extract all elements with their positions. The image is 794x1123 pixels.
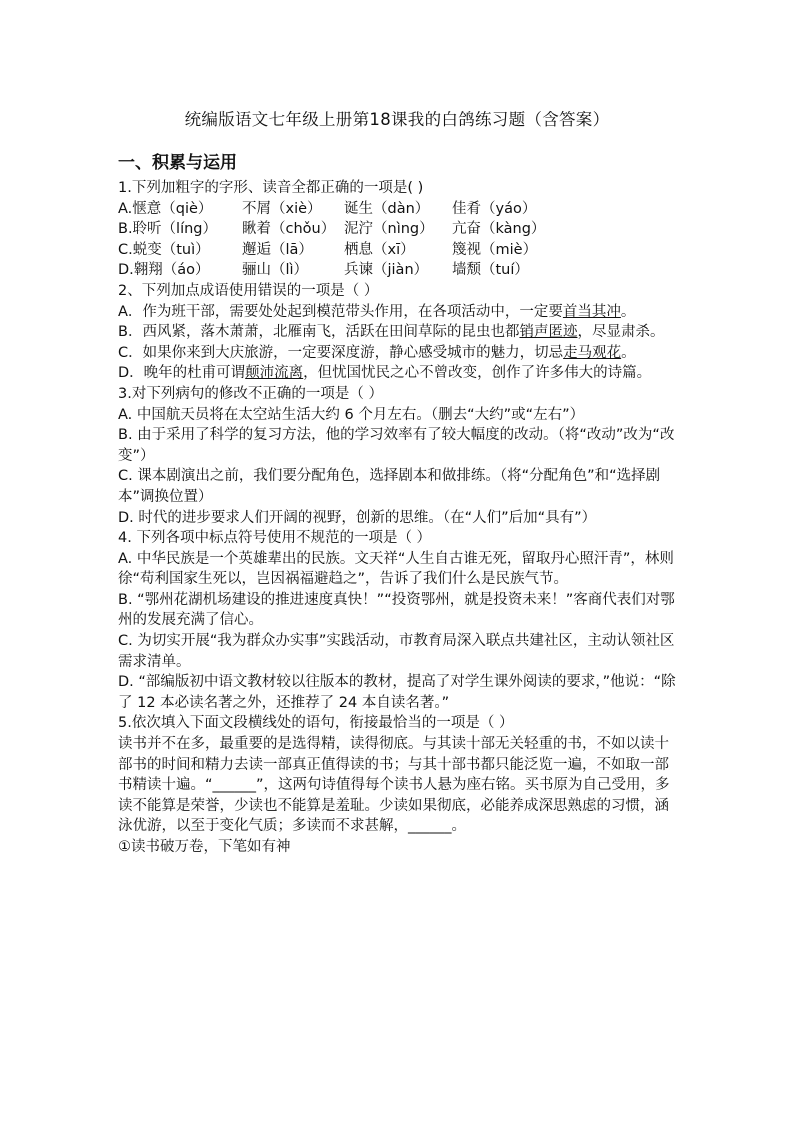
option-text: B．西风紧，落木萧萧，北雁南飞，活跃在田间草际的昆虫也都 [118, 324, 520, 341]
option-text: ，尽显肃杀。 [577, 324, 665, 341]
question-2-option-a [118, 302, 678, 323]
question-4-option-c: C. 为切实开展“我为群众办实事”实践活动，市教育局深入联点共建社区，主动认领社区需求清单。 [118, 633, 675, 670]
option-text: D．晚年的杜甫可谓 [118, 365, 246, 382]
question-2-option-b [118, 322, 678, 343]
question-1-option-d [118, 260, 678, 281]
question-4-option-d: D. “部编版初中语文教材较以往版本的教材，提高了对学生课外阅读的要求，”他说：“除了 12 本必读名著之外，还推荐了 24 本自读名著。” [118, 674, 676, 711]
question-3-option-c: C. 课本剧演出之前，我们要分配角色，选择剧本和做排练。（将“分配角色”和“选择剧本”调换位置） [118, 468, 661, 505]
option-word: 亢奋（kàng） [452, 221, 546, 238]
question-3-option-b: B. 由于采用了科学的复习方法，他的学习效率有了较大幅度的改动。（将“改动”改为“改变”） [118, 427, 675, 464]
question-4-stem: 4. 下列各项中标点符号使用不规范的一项是（ ） [118, 530, 432, 547]
option-word: B.聆听（líng） [118, 221, 218, 238]
document-body [118, 178, 678, 858]
question-3-option-a: A. 中国航天员将在太空站生活大约 6 个月左右。（删去“大约”或“左右”） [118, 406, 585, 423]
question-5-passage: 读书并不在多，最重要的是选得精，读得彻底。与其读十部无关轻重的书，不如以读十部书的时间和精力去读一部真正值得读的书；与其十部书都只能泛览一遍，不如取一部书精读十遍。“______”，这两句诗值得每个读书人悬为座右铭。买书原为自己受用，多读不能算是荣誉，少读也不能算是羞耻。少读如果彻底，必能养成深思熟虑的习惯，涵泳优游，以至于变化气质；多读而不求甚解，______。 [118, 736, 670, 835]
option-word: 栖息（xī） [344, 241, 415, 258]
option-word: 瞅着（chǒu） [242, 221, 336, 238]
question-2-option-d [118, 363, 678, 384]
question-4-option-a: A. 中华民族是一个英雄辈出的民族。文天祥“人生自古谁无死，留取丹心照汗青”，林则徐“苟利国家生死以，岂因祸福避趋之”，告诉了我们什么是民族气节。 [118, 550, 674, 588]
option-word: 骊山（lì） [242, 262, 309, 279]
question-2-option-c [118, 343, 678, 364]
option-word: 诞生（dàn） [344, 200, 430, 217]
question-2-stem: 2、下列加点成语使用错误的一项是（ ） [118, 282, 379, 299]
idiom-underlined: 销声匿迹 [519, 324, 578, 341]
option-word: 篾视（miè） [452, 241, 538, 258]
option-word: 兵谏（jiàn） [344, 262, 429, 279]
option-word: A.惬意（qiè） [118, 200, 213, 217]
option-text: A．作为班干部，需要处处起到模范带头作用，在各项活动中，一定要 [118, 303, 563, 320]
option-text: 。 [621, 344, 636, 361]
idiom-underlined: 颠沛流离 [245, 365, 304, 382]
idiom-underlined: 首当其冲 [562, 303, 621, 320]
option-text: ，但忧国忧民之心不曾改变，创作了许多伟大的诗篇。 [303, 365, 652, 382]
option-word: 不屑（xiè） [242, 200, 322, 217]
question-1-stem: 1.下列加粗字的字形、读音全都正确的一项是( ) [118, 180, 424, 196]
question-3-stem: 3.对下列病句的修改不正确的一项是（ ） [118, 385, 383, 402]
option-word: 泥泞（nìng） [344, 221, 434, 238]
option-text: 。 [620, 303, 636, 320]
question-5-option-1: ①读书破万卷，下笔如有神 [118, 839, 291, 855]
question-1-option-c [118, 240, 678, 261]
option-word: 墙颓（tuí） [452, 262, 529, 279]
idiom-underlined: 走马观花 [563, 344, 622, 361]
option-word: 佳肴（yáo） [452, 200, 537, 217]
option-word: D.翱翔（áo） [118, 262, 210, 279]
question-3-option-d: D. 时代的进步要求人们开阔的视野，创新的思维。（在“人们”后加“具有”） [118, 509, 597, 526]
section-heading: 一、积累与运用 [118, 153, 237, 173]
page-title: 统编版语文七年级上册第18课我的白鸽练习题（含答案） [184, 110, 610, 129]
option-word: C.蜕变（tuì） [118, 241, 210, 258]
question-5-stem: 5.依次填入下面文段横线处的语句，衔接最恰当的一项是（ ） [118, 715, 514, 732]
option-word: 邂逅（lā） [242, 241, 313, 258]
question-1-option-a [118, 199, 678, 220]
question-1-option-b [118, 219, 678, 240]
question-4-option-b: B. “鄂州花湖机场建设的推进速度真快！”“投资鄂州，就是投资未来！”客商代表们对鄂州的发展充满了信心。 [118, 591, 675, 629]
option-text: C．如果你来到大庆旅游，一定要深度游，静心感受城市的魅力，切忌 [118, 344, 564, 361]
